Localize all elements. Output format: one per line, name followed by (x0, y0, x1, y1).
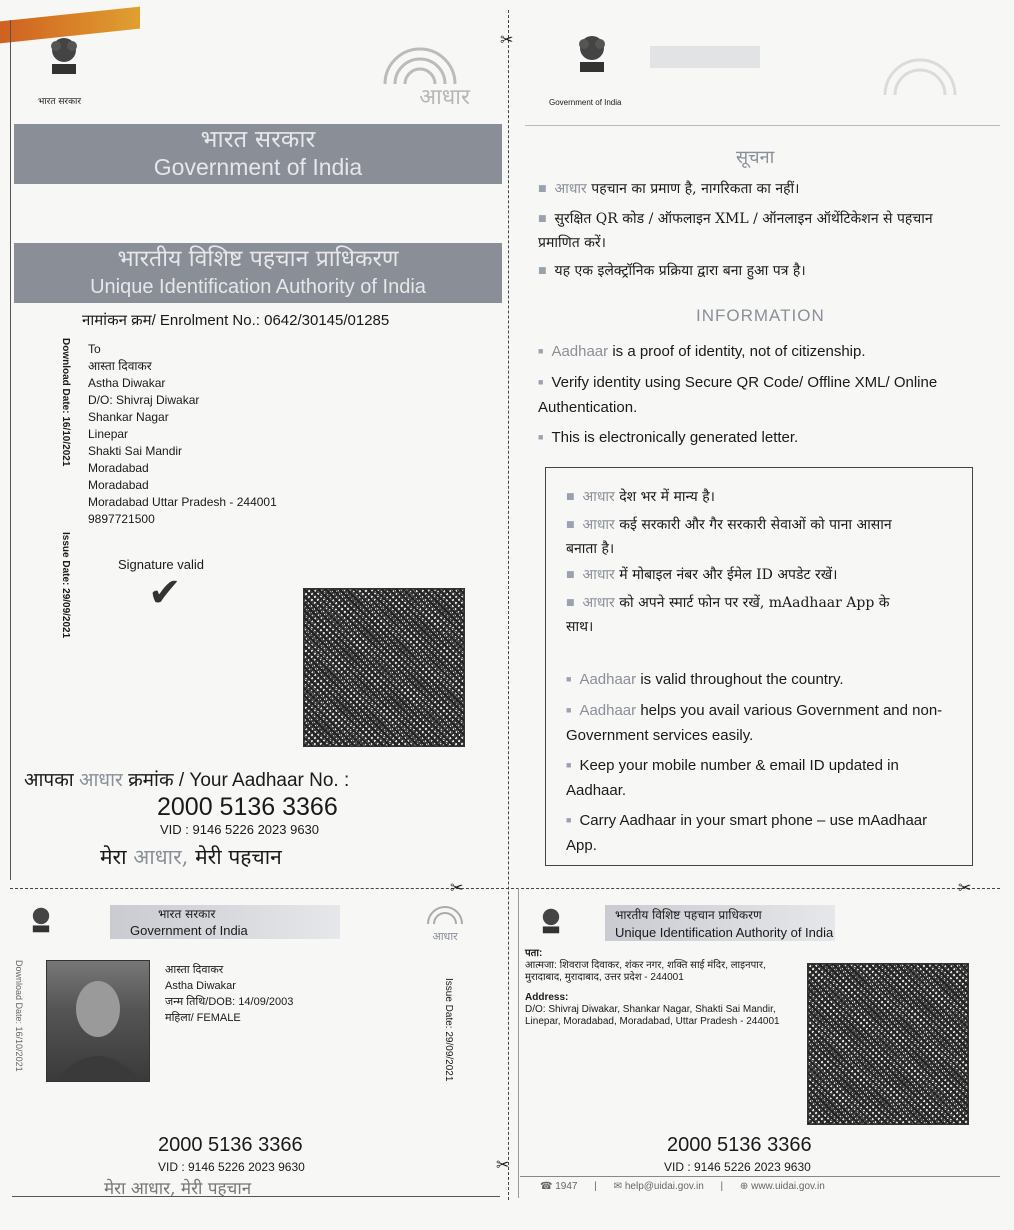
list-item (538, 260, 958, 284)
uidai-hindi: भारतीय विशिष्ट पहचान प्राधिकरण (117, 246, 399, 272)
footer-sep: | (720, 1181, 724, 1192)
address-line: 9897721500 (88, 512, 155, 526)
list-item (566, 668, 946, 693)
email-icon: ✉ (613, 1181, 623, 1192)
back-address-block (525, 948, 793, 1028)
front-vid: VID : 9146 5226 2023 9630 (158, 1160, 305, 1174)
box-hindi-list (566, 486, 906, 644)
item-text: कई सरकारी और गैर सरकारी सेवाओं को पाना आसान बनाता है। (566, 517, 892, 557)
your-label-a: आपका (24, 769, 74, 791)
list-item (538, 178, 958, 202)
highlight: आधार (582, 595, 615, 611)
aadhaar-logo-text: आधार (419, 85, 470, 110)
back-vid: VID : 9146 5226 2023 9630 (664, 1160, 811, 1174)
list-item (566, 699, 946, 748)
horizontal-cut-line (10, 888, 1000, 889)
highlight: Aadhaar (579, 702, 637, 719)
item-text: is a proof of identity, not of citizenship. (608, 343, 866, 360)
back-emblem-icon (536, 900, 566, 947)
address-line: Astha Diwakar (88, 376, 166, 390)
back-card-top-border (518, 888, 519, 1198)
highlight: Aadhaar (579, 671, 637, 688)
pata-label: पता: (525, 948, 543, 959)
checkmark-icon: ✔ (148, 571, 182, 615)
gov-caption: Government of India (549, 98, 622, 107)
item-text: यह एक इलेक्ट्रॉनिक प्रक्रिया द्वारा बना हुआ पत्र है। (554, 263, 806, 279)
address-label: Address: (525, 992, 569, 1003)
box-english-list (566, 668, 946, 864)
avatar (46, 960, 150, 1082)
address-line: Moradabad (88, 461, 149, 475)
emblem-icon (42, 28, 86, 89)
vertical-cut-line (508, 10, 509, 1200)
item-text: देश भर में मान्य है। (614, 489, 715, 505)
emblem-icon (570, 26, 614, 87)
aadhaar-logo (370, 34, 470, 110)
address-line: Shakti Sai Mandir (88, 444, 183, 458)
faded-header (650, 46, 760, 68)
back-uidai-hindi: भारतीय विशिष्ट पहचान प्राधिकरण (615, 908, 762, 922)
item-text: पहचान का प्रमाण है, नागरिकता का नहीं। (586, 181, 800, 197)
back-footer-divider (520, 1176, 1000, 1177)
item-text: Carry Aadhaar in your smart phone – use mAadhaar App. (566, 812, 928, 854)
front-emblem-icon (26, 900, 56, 945)
back-footer (540, 1181, 825, 1192)
item-text: Verify identity using Secure QR Code/ Offline XML/ Online Authentication. (538, 374, 938, 416)
suchna-list (538, 178, 958, 290)
list-item (566, 809, 946, 858)
uidai-english: Unique Identification Authority of India (90, 276, 426, 298)
address-line: Linepar (88, 427, 129, 441)
address-block (88, 341, 277, 528)
front-card-bottom-border (12, 1196, 500, 1197)
front-gov-english: Government of India (130, 923, 248, 938)
front-download-date: Download Date: 16/10/2021 (14, 960, 24, 1072)
highlight: आधार (582, 489, 615, 505)
list-item (538, 208, 958, 254)
highlight: आधार (582, 567, 615, 583)
pata-text: आत्मजा: शिवराज दिवाकर, शंकर नगर, शक्ति साई मंदिर, लाइनपार, मुरादाबाद, मुरादाबाद, उत्तर प्रदेश - 244001 (525, 960, 766, 983)
front-issue-date: Issue Date: 29/09/2021 (443, 978, 454, 1082)
front-aadhaar-logo-text: आधार (432, 930, 458, 943)
highlight: आधार (554, 181, 587, 197)
front-name-hindi: आस्ता दिवाकर (165, 964, 224, 976)
qr-code (303, 588, 465, 747)
list-item (538, 371, 998, 420)
item-text: This is electronically generated letter. (551, 429, 799, 446)
address-line: To (88, 342, 101, 356)
address-text: D/O: Shivraj Diwakar, Shankar Nagar, Shakti Sai Mandir, Linepar, Moradabad, Moradabad, Uttar Pradesh - 244001 (525, 1004, 780, 1027)
back-uidai-english: Unique Identification Authority of India (615, 925, 834, 940)
list-item (566, 754, 946, 803)
item-text: helps you avail various Government and non-Government services easily. (566, 702, 943, 744)
header-divider (525, 125, 1000, 126)
gov-hindi: भारत सरकार (200, 125, 316, 153)
item-text: सुरक्षित QR कोड / ऑफलाइन XML / ऑनलाइन ऑथेंटिकेशन से पहचान प्रमाणित करें। (538, 211, 933, 251)
scissors-icon: ✂ (958, 880, 972, 897)
item-text: Keep your mobile number & email ID updated in Aadhaar. (566, 757, 899, 799)
address-line: D/O: Shivraj Diwakar (88, 393, 200, 407)
front-details (165, 962, 293, 1026)
tagline-c: मेरी पहचान (195, 845, 282, 869)
scissors-icon: ✂ (500, 32, 514, 49)
item-text: में मोबाइल नंबर और ईमेल ID अपडेट रखें। (614, 567, 838, 583)
aadhaar-number: 2000 5136 3366 (157, 793, 338, 821)
highlight: आधार (582, 517, 615, 533)
footer-sep: | (594, 1181, 597, 1192)
front-tagline: मेरा आधार, मेरी पहचान (104, 1179, 252, 1199)
emblem-caption: भारत सरकार (38, 97, 82, 107)
info-title: INFORMATION (696, 306, 825, 325)
list-item (538, 340, 998, 365)
back-aadhaar-number: 2000 5136 3366 (667, 1134, 812, 1156)
issue-date: Issue Date: 29/09/2021 (60, 532, 71, 639)
list-item (566, 592, 906, 638)
gov-english: Government of India (153, 154, 363, 180)
address-line: Shankar Nagar (88, 410, 169, 424)
tagline-b: आधार, (133, 845, 189, 869)
front-gender: महिला/ FEMALE (165, 1012, 241, 1024)
gov-band (14, 124, 502, 184)
your-label-b: आधार (79, 769, 123, 791)
uidai-band (14, 243, 502, 303)
download-date: Download Date: 16/10/2021 (60, 338, 71, 467)
vid-number: VID : 9146 5226 2023 9630 (160, 822, 320, 837)
your-label-c: क्रमांक / Your Aadhaar No. : (128, 770, 350, 791)
address-line: आस्ता दिवाकर (88, 359, 152, 373)
front-aadhaar-number: 2000 5136 3366 (158, 1134, 303, 1156)
address-line: Moradabad (88, 478, 149, 492)
enrolment-number: नामांकन क्रम/ Enrolment No.: 0642/30145/01285 (82, 312, 390, 329)
list-item (538, 426, 998, 451)
signature-label: Signature valid (118, 557, 204, 572)
tagline (100, 843, 282, 871)
phone-number: 1947 (555, 1181, 578, 1192)
phone-icon: ☎ (540, 1181, 553, 1192)
scissors-icon: ✂ (450, 880, 464, 897)
tagline-a: मेरा (100, 845, 127, 869)
left-border (10, 20, 11, 880)
faded-aadhaar-logo-icon (870, 40, 970, 100)
your-aadhaar-label (24, 766, 349, 792)
list-item (566, 514, 906, 560)
item-text: को अपने स्मार्ट फोन पर रखें, mAadhaar App के साथ। (566, 595, 890, 635)
email: help@uidai.gov.in (624, 1181, 704, 1192)
list-item (566, 564, 906, 588)
info-list (538, 340, 998, 457)
scissors-icon: ✂ (496, 1157, 510, 1174)
list-item (566, 486, 906, 510)
front-gov-hindi: भारत सरकार (158, 907, 216, 921)
website: www.uidai.gov.in (751, 1181, 825, 1192)
front-dob: जन्म तिथि/DOB: 14/09/2003 (165, 996, 294, 1008)
front-name-english: Astha Diwakar (165, 980, 236, 992)
highlight: Aadhaar (551, 343, 609, 360)
front-aadhaar-logo (420, 902, 470, 943)
address-line: Moradabad Uttar Pradesh - 244001 (88, 495, 277, 509)
globe-icon: ⊕ (739, 1181, 749, 1192)
item-text: is valid throughout the country. (636, 671, 844, 688)
suchna-title: सूचना (736, 147, 775, 168)
back-qr-code (807, 963, 969, 1125)
